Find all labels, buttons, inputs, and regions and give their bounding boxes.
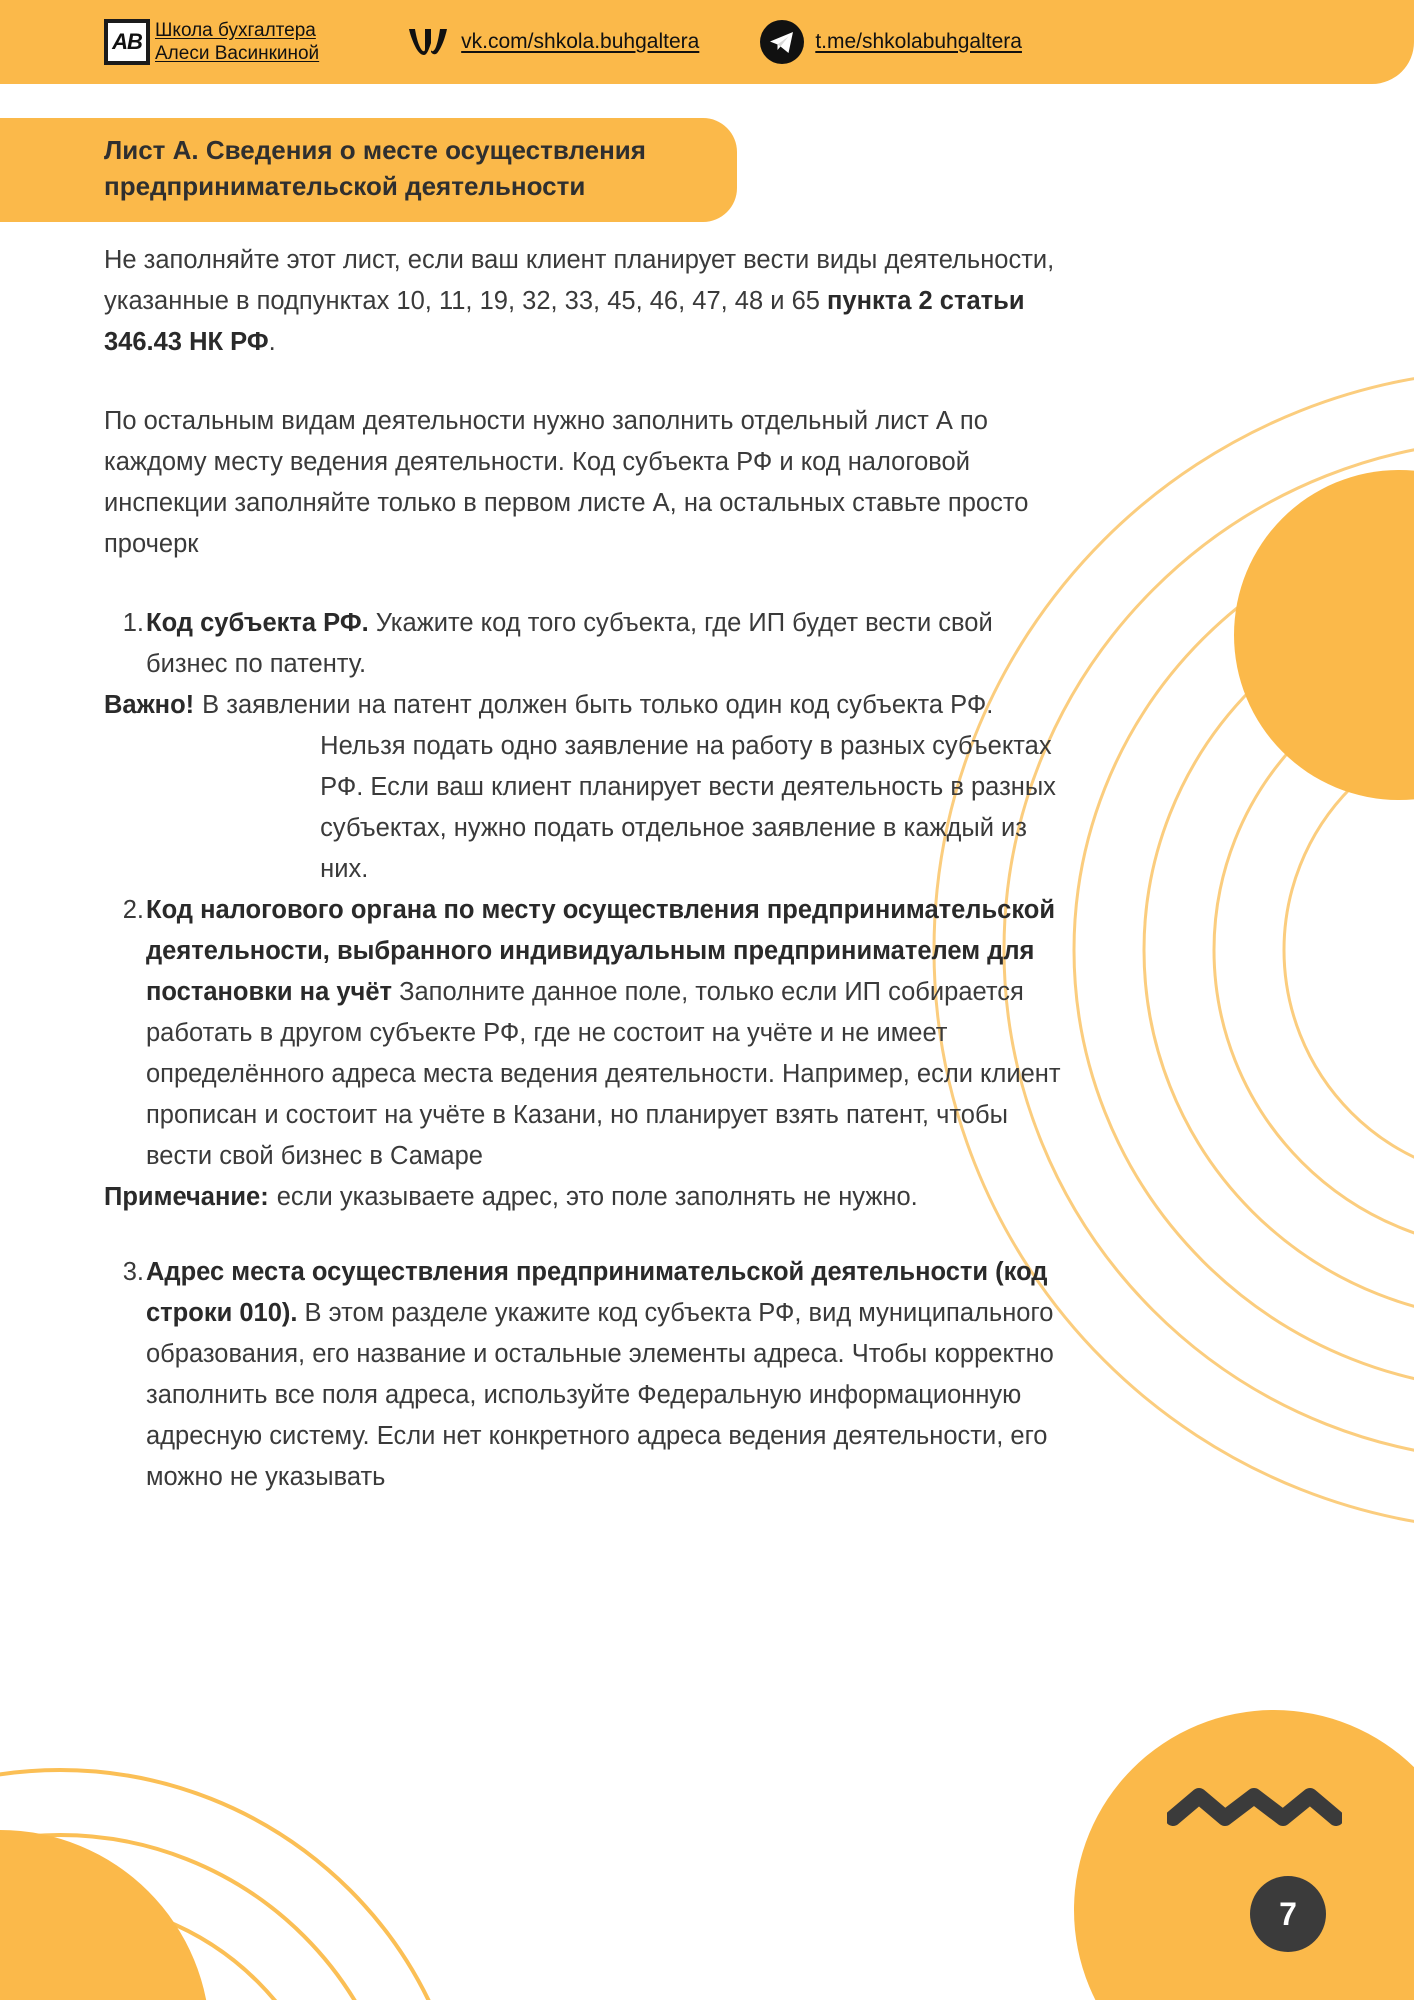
intro-p1-bold: пункта 2 статьи 346.43 НК РФ [104, 287, 1025, 356]
social-link-vk-label: vk.com/shkola.buhgaltera [461, 30, 700, 53]
callout-important-text: В заявлении на патент должен быть только один код субъекта РФ. Нельзя подать одно заявление на работу в разных субъектах РФ. Если ваш клиент планирует вести деятельность в разных субъектах, нужно подать отдельное заявление в каждый из них. [202, 691, 1056, 883]
social-link-telegram[interactable] [759, 19, 1022, 65]
list-item-3-bold: Адрес места осуществления предпринимательской деятельности (код строки 010). [146, 1258, 1048, 1327]
zigzag-decoration-icon [1167, 1784, 1342, 1830]
list-item-3-text: В этом разделе укажите код субъекта РФ, вид муниципального образования, его название и остальные элементы адреса. Чтобы корректно заполнить все поля адреса, используйте Федеральную информационную адресную систему. Если нет конкретного адреса ведения деятельности, его можно не указывать [146, 1299, 1054, 1491]
list-item-2-bold: Код налогового органа по месту осуществления предпринимательской деятельности, выбранного индивидуальным предпринимателем для постановки на учёт [146, 896, 1056, 1006]
spacer [104, 1218, 1064, 1252]
brand-name-line1: Школа бухгалтера [155, 20, 316, 41]
decorative-blob-bottom-left [0, 1830, 210, 2000]
telegram-icon [759, 19, 805, 65]
callout-important [104, 685, 1064, 890]
page-title-line1: Лист А. Сведения о месте осуществления [104, 135, 646, 165]
callout-note [104, 1177, 1064, 1218]
page-number-badge: 7 [1250, 1876, 1326, 1952]
list-item-3-body [146, 1252, 1064, 1498]
page-title-line2: предпринимательской деятельности [104, 171, 586, 201]
page-title [104, 132, 707, 204]
social-link-vk[interactable] [407, 27, 699, 57]
brand-name-line2: Алеси Васинкиной [155, 43, 320, 64]
decorative-blob-right [1234, 470, 1414, 800]
list-item-1-body [146, 603, 1064, 685]
list-item-1-bold: Код субъекта РФ. [146, 609, 369, 637]
intro-paragraph-1 [104, 240, 1064, 363]
decorative-blob-bottom-right [1074, 1710, 1414, 2000]
list-item-3-marker: 3. [122, 1258, 144, 1286]
brand-name [155, 19, 319, 65]
brand-logo-icon: АВ [104, 19, 150, 65]
list-item-2 [104, 890, 1064, 1177]
list-item-2-body [146, 890, 1064, 1177]
intro-p1-text: Не заполняйте этот лист, если ваш клиент планирует вести виды деятельности, указанные в подпунктах 10, 11, 19, 32, 33, 45, 46, 47, 48 и 65 [104, 246, 1055, 315]
document-body [104, 240, 1064, 1498]
list-item-1-marker: 1. [122, 609, 144, 637]
list-item-2-marker: 2. [122, 896, 144, 924]
list-item-1 [104, 603, 1064, 685]
list-item-3 [104, 1252, 1064, 1498]
list-item-2-text: Заполните данное поле, только если ИП собирается работать в другом субъекте РФ, где не состоит на учёте и не имеет определённого адреса места ведения деятельности. Например, если клиент прописан и состоит на учёте в Казани, но планирует взять патент, чтобы вести свой бизнес в Самаре [146, 978, 1061, 1170]
vk-icon [407, 27, 451, 57]
callout-important-label: Важно! [104, 691, 195, 719]
callout-note-text: если указываете адрес, это поле заполнять не нужно. [276, 1183, 918, 1211]
instructions-list [104, 603, 1064, 1498]
callout-note-label: Примечание: [104, 1183, 269, 1211]
social-link-telegram-label: t.me/shkolabuhgaltera [815, 30, 1022, 53]
list-item-1-text: Укажите код того субъекта, где ИП будет вести свой бизнес по патенту. [146, 609, 993, 678]
intro-paragraph-2: По остальным видам деятельности нужно заполнить отдельный лист А по каждому месту ведения деятельности. Код субъекта РФ и код налоговой инспекции заполняйте только в первом листе А, на остальных ставьте просто прочерк [104, 407, 1029, 558]
intro-p1-tail: . [268, 328, 276, 356]
page-header [0, 0, 1414, 84]
brand [104, 19, 319, 65]
section-title-banner [0, 118, 737, 222]
